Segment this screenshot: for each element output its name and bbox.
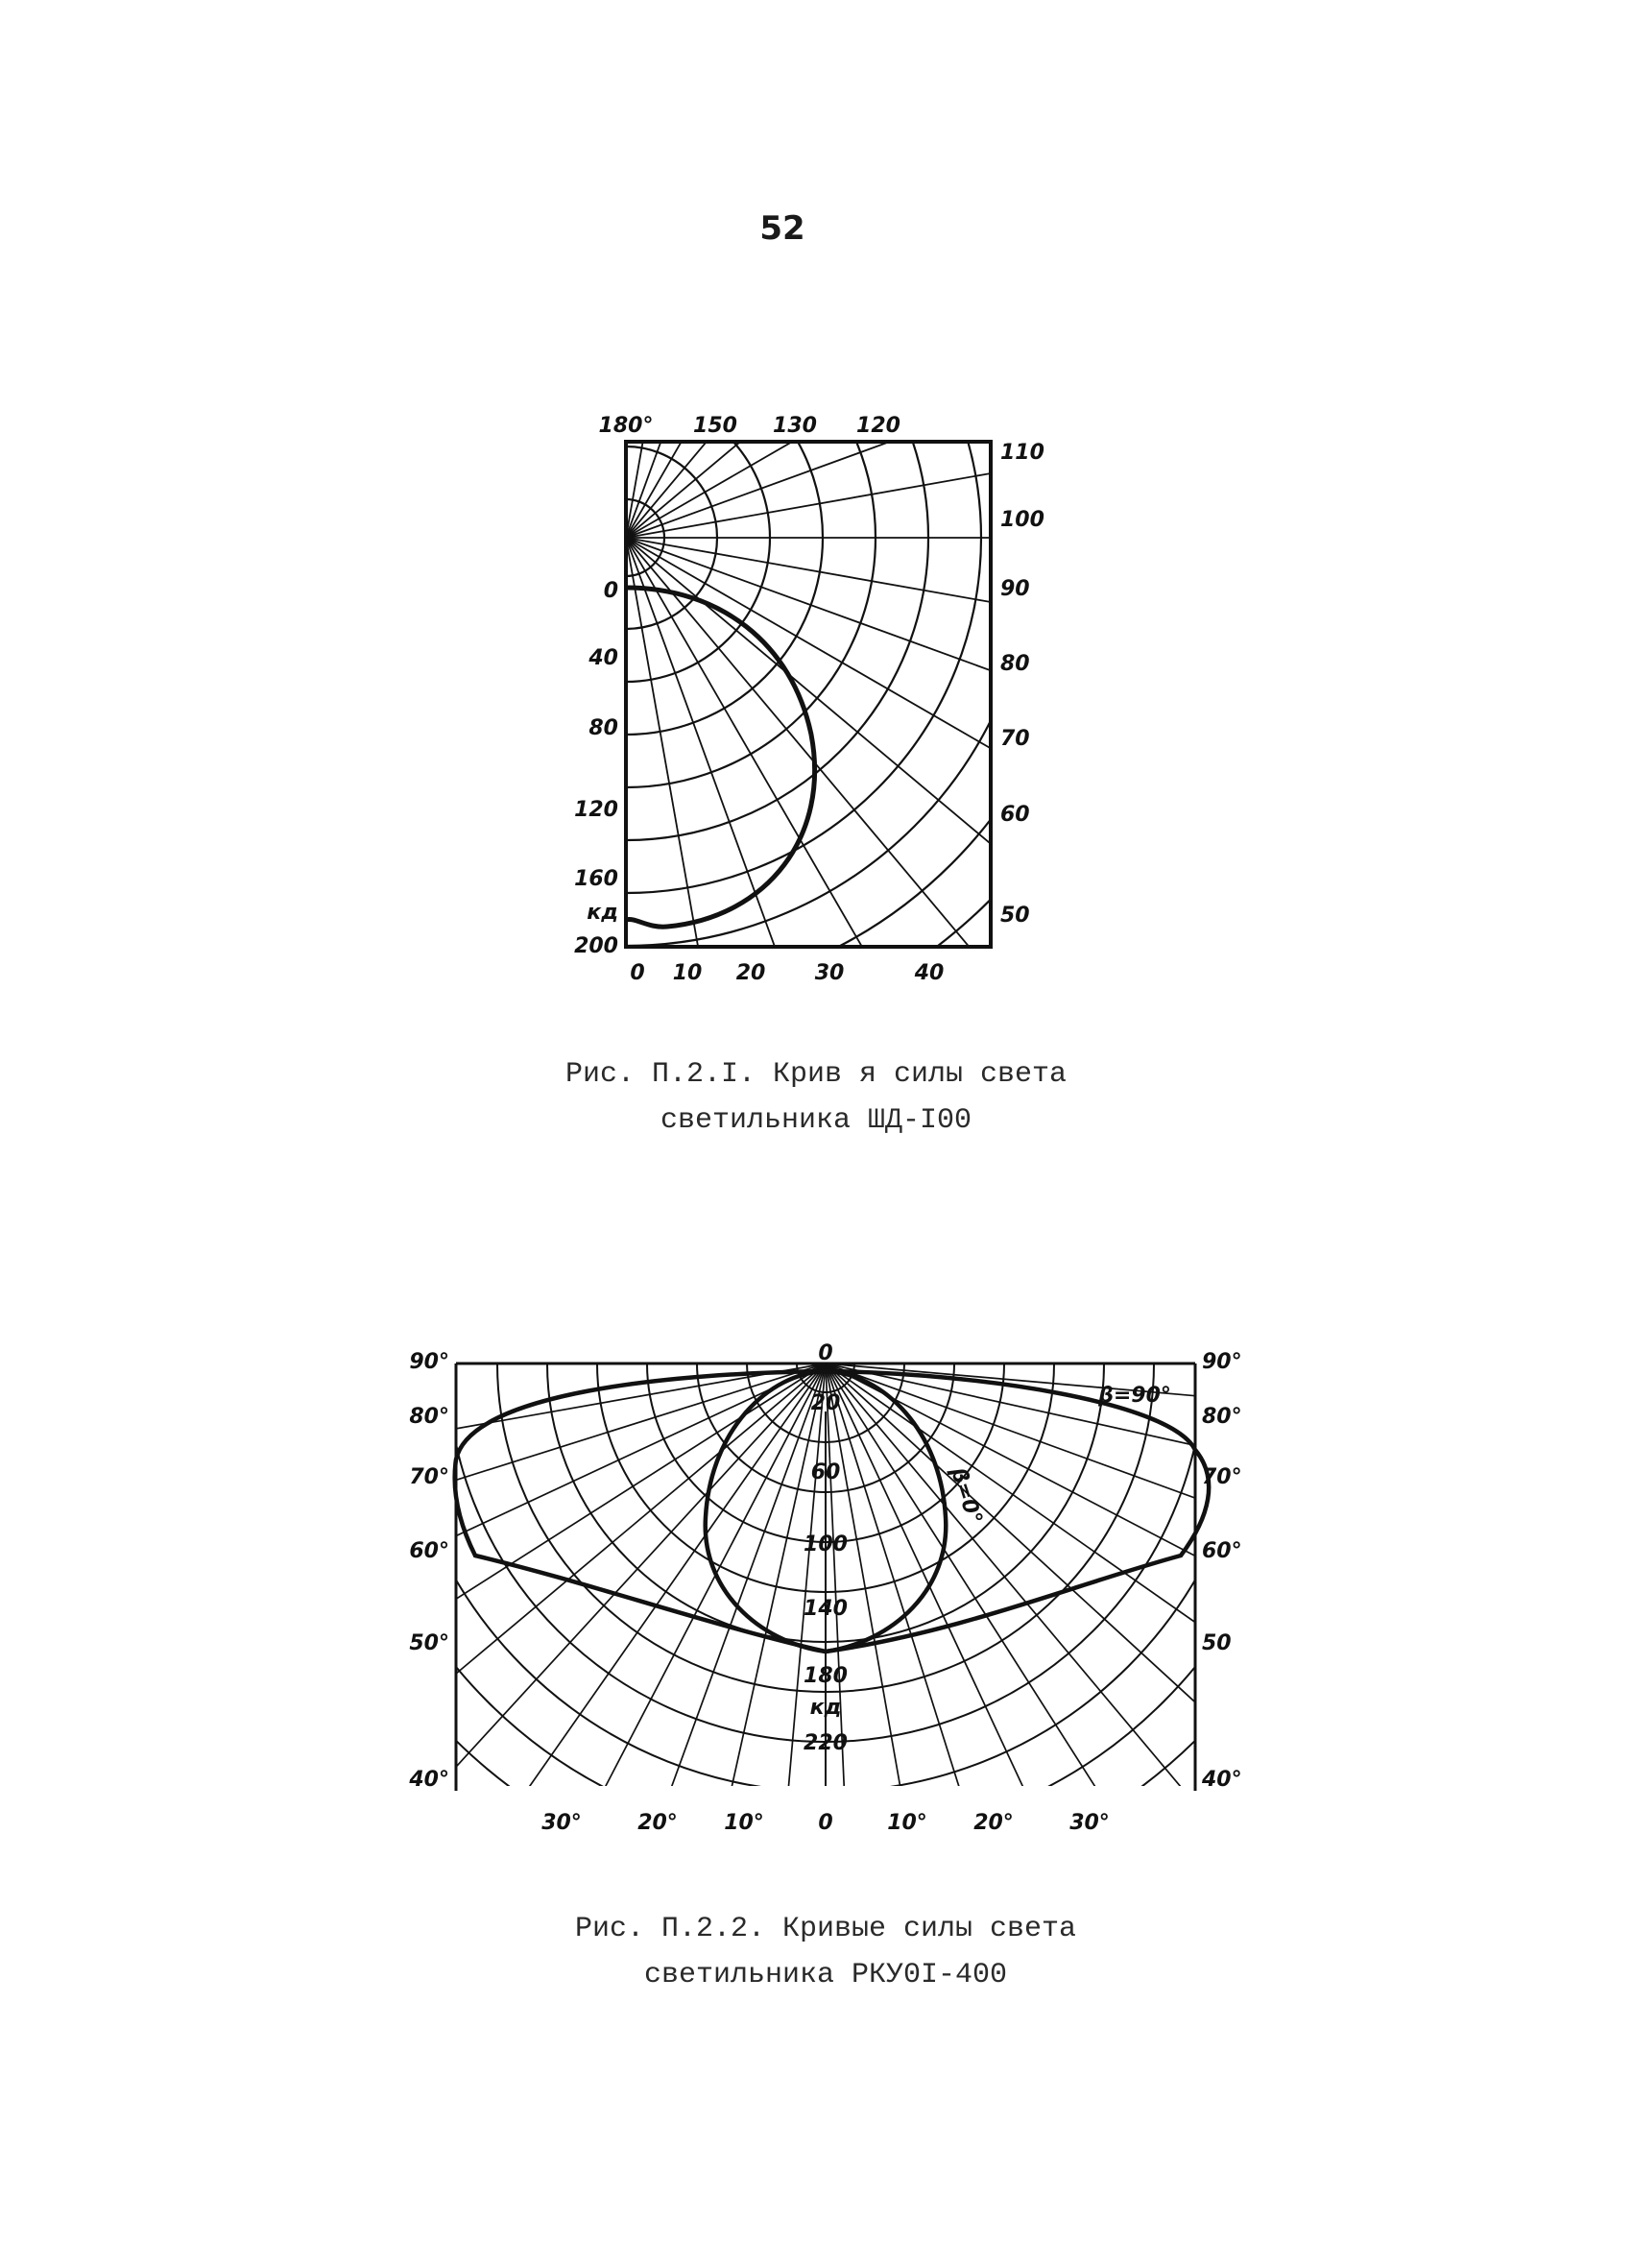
figure-2-left-label: 40° — [409, 1768, 449, 1792]
figure-2-right-label: 70° — [1202, 1465, 1242, 1489]
figure-1-top-label: 180° — [598, 414, 654, 438]
figure-1-left-label: 200 — [574, 934, 618, 958]
figure-1-grid-ray — [626, 242, 1438, 538]
figure-1-polar-diagram — [576, 403, 1075, 999]
figure-2-right-label: 40° — [1202, 1768, 1242, 1792]
figure-1-bottom-label: 10 — [672, 961, 703, 985]
figure-1-right-label: 60 — [1000, 803, 1030, 827]
figure-2-center-label: кд — [809, 1696, 842, 1720]
figure-2-curve-label-beta-90: β=90° — [1098, 1384, 1171, 1408]
figure-2-caption-line-1: Рис. П.2.2. Кривые силы света — [574, 1913, 1077, 1945]
figure-1-bottom-label: 20 — [735, 961, 766, 985]
figure-2-left-label: 80° — [409, 1405, 449, 1429]
figure-1-bottom-label: 30 — [814, 961, 845, 985]
figure-1-top-label: 150 — [693, 414, 737, 438]
figure-1-right-label: 70 — [1000, 727, 1030, 751]
figure-2-bottom-label: 10° — [887, 1811, 927, 1835]
figure-2-center-label: 60 — [810, 1460, 841, 1484]
figure-2-bottom-label: 30° — [1069, 1811, 1110, 1835]
figure-1-caption — [499, 1051, 1133, 1144]
figure-2-grid-ray — [0, 1363, 826, 1563]
figure-2-grid-ray — [0, 1363, 826, 1983]
figure-1-grid-ray — [626, 0, 776, 538]
figure-1-grid-arc — [0, 0, 1298, 1210]
figure-1-left-label: 40 — [588, 646, 618, 670]
figure-1-grid-ray — [626, 106, 1374, 538]
figure-2-bottom-label: 20° — [637, 1811, 678, 1835]
figure-1-caption-line-2: светильника ШД-I00 — [660, 1104, 972, 1137]
figure-1-left-label: 80 — [588, 716, 618, 740]
figure-1-grid-ray — [626, 0, 1287, 538]
figure-1-right-label: 80 — [1000, 652, 1030, 676]
figure-1-grid-ray — [626, 538, 1438, 833]
figure-2-left-label: 70° — [409, 1465, 449, 1489]
figure-2-right-label: 90° — [1202, 1350, 1242, 1374]
figure-1-grid-ray — [626, 538, 1287, 1094]
figure-2-caption-line-2: светильника РКУ0I-400 — [643, 1959, 1008, 1991]
figure-2-center-label: 20 — [810, 1391, 841, 1415]
figure-1-bottom-label: 0 — [630, 961, 645, 985]
figure-2-center-label: 100 — [804, 1532, 848, 1556]
figure-2-right-label: 50 — [1202, 1631, 1232, 1655]
figure-1-grid-ray — [626, 538, 1476, 688]
figure-2-left-label: 50° — [409, 1631, 449, 1655]
figure-2-bottom-label: 20° — [973, 1811, 1014, 1835]
figure-1-left-label: 0 — [603, 579, 618, 603]
figure-1-grid-ray — [626, 0, 1058, 538]
figure-2-right-label: 60° — [1202, 1539, 1242, 1563]
figure-2-bottom-label: 30° — [541, 1811, 582, 1835]
page-number: 52 — [759, 209, 805, 248]
figure-1-right-label: 50 — [1000, 904, 1030, 928]
figure-2-bottom-label: 10° — [724, 1811, 764, 1835]
figure-1-left-label: 160 — [574, 867, 618, 891]
figure-1-svg — [576, 403, 1075, 999]
figure-1-grid-ray — [626, 388, 1476, 538]
figure-1-left-label: кд — [587, 901, 618, 925]
figure-2-right-label: 80° — [1202, 1405, 1242, 1429]
figure-2-left-label: 60° — [409, 1539, 449, 1563]
figure-2-curve-label-beta-0: β=0° — [945, 1464, 987, 1528]
figure-2-bottom-label: 0 — [818, 1811, 833, 1835]
figure-2-caption — [490, 1906, 1162, 1998]
figure-1-right-label: 100 — [1000, 508, 1044, 532]
figure-2-svg — [384, 1335, 1267, 1872]
figure-1-intensity-curve — [626, 588, 815, 927]
figure-1-labels — [574, 414, 1044, 985]
figure-2-left-label: 90° — [409, 1350, 449, 1374]
figure-2-grid-ray — [826, 1363, 1632, 1895]
figure-2-center-label: 140 — [804, 1597, 848, 1621]
figure-2-polar-diagram — [384, 1335, 1267, 1872]
figure-1-left-label: 120 — [574, 798, 618, 822]
figure-2-center-label: 180 — [804, 1664, 848, 1688]
figure-1-top-label: 120 — [856, 414, 900, 438]
figure-1-right-label: 90 — [1000, 577, 1030, 601]
figure-1-grid-ray — [626, 538, 1058, 1286]
figure-1-right-label: 110 — [1000, 441, 1044, 465]
figure-1-curve-group — [626, 588, 815, 927]
figure-2-center-label: 0 — [818, 1341, 833, 1365]
figure-2-center-label: 220 — [804, 1731, 848, 1755]
figure-1-grid-ray — [626, 0, 1182, 538]
figure-1-bottom-label: 40 — [914, 961, 945, 985]
figure-2-grid-ray — [432, 1363, 826, 2268]
figure-1-top-label: 130 — [773, 414, 817, 438]
figure-1-caption-line-1: Рис. П.2.I. Крив я силы света — [564, 1058, 1068, 1091]
